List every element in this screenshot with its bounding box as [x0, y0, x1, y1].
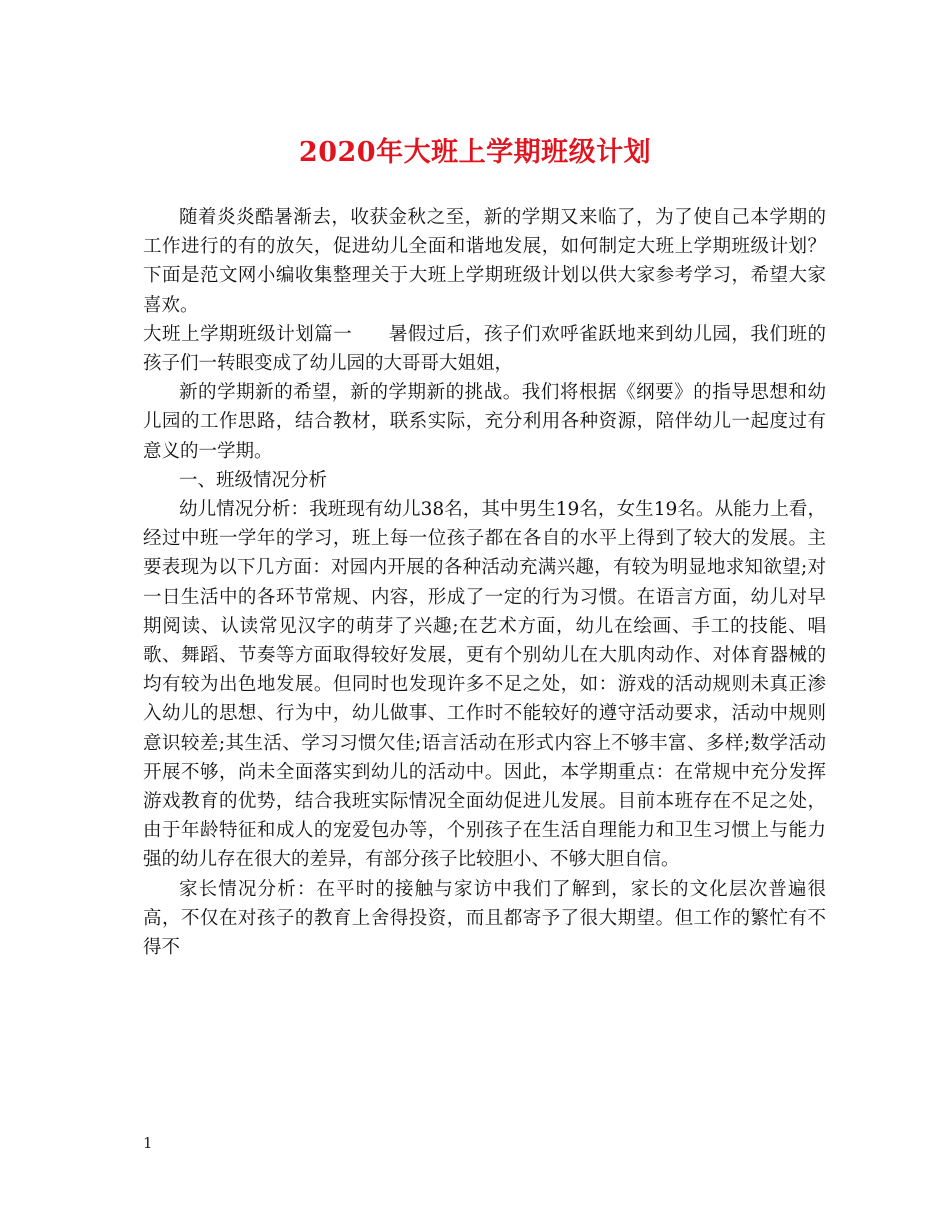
document-body: [143, 203, 826, 962]
paragraph-child-analysis: 幼儿情况分析：我班现有幼儿38名，其中男生19名，女生19名。从能力上看，经过中班一学年的学习，班上每一位孩子都在各自的水平上得到了较大的发展。主要表现为以下几方面：对园内开展的各种活动充满兴趣，有较为明显地求知欲望;对一日生活中的各环节常规、内容，形成了一定的行为习惯。在语言方面，幼儿对早期阅读、认读常见汉字的萌芽了兴趣;在艺术方面，幼儿在绘画、手工的技能、唱歌、舞蹈、节奏等方面取得较好发展，更有个别幼儿在大肌肉动作、对体育器械的均有较为出色地发展。但同时也发现许多不足之处，如：游戏的活动规则未真正渗入幼儿的思想、行为中，幼儿做事、工作时不能较好的遵守活动要求，活动中规则意识较差;其生活、学习习惯欠佳;语言活动在形式内容上不够丰富、多样;数学活动开展不够，尚未全面落实到幼儿的活动中。因此，本学期重点：在常规中充分发挥游戏教育的优势，结合我班实际情况全面幼促进儿发展。目前本班存在不足之处，由于年龄特征和成人的宠爱包办等，个别孩子在生活自理能力和卫生习惯上与能力强的幼儿存在很大的差异，有部分孩子比较胆小、不够大胆自信。: [143, 499, 826, 871]
section-label: 大班上学期班级计划篇一: [143, 323, 353, 345]
page-number: 1: [143, 1134, 153, 1152]
section-heading-paragraph: [143, 320, 826, 378]
heading-class-analysis: 一、班级情况分析: [179, 469, 328, 491]
section-text: 暑假过后，孩子们欢呼雀跃地来到幼儿园，我们班的孩子们一转眼变成了幼儿园的大哥哥大姐姐，: [143, 323, 826, 375]
paragraph-parent-analysis: 家长情况分析：在平时的接触与家访中我们了解到，家长的文化层次普遍很高，不仅在对孩子的教育上舍得投资，而且都寄予了很大期望。但工作的繁忙有不得不: [143, 878, 826, 959]
intro-paragraph: 随着炎炎酷暑渐去，收获金秋之至，新的学期又来临了，为了使自己本学期的工作进行的有的放矢，促进幼儿全面和谐地发展，如何制定大班上学期班级计划？下面是范文网小编收集整理关于大班上学期班级计划以供大家参考学习，希望大家喜欢。: [143, 207, 826, 316]
document-title: 2020年大班上学期班级计划: [298, 137, 652, 168]
paragraph-2: 新的学期新的希望，新的学期新的挑战。我们将根据《纲要》的指导思想和幼儿园的工作思路，结合教材，联系实际，充分利用各种资源，陪伴幼儿一起度过有意义的一学期。: [143, 382, 826, 462]
